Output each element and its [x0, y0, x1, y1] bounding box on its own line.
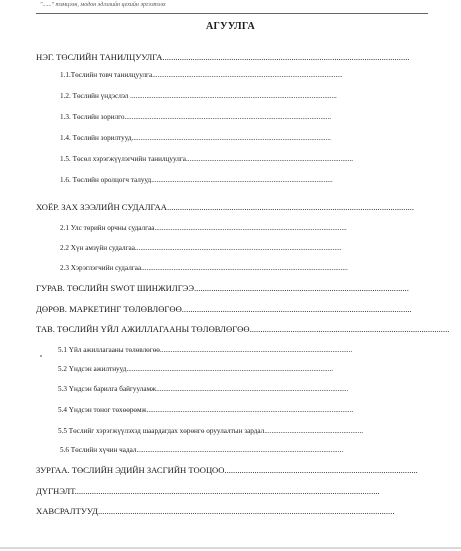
toc-entry[interactable]: 2.3 Хэрэглэгчийн судалгаа...................................................................................................................	[60, 264, 348, 272]
page-title: АГУУЛГА	[206, 21, 255, 32]
toc-entry[interactable]: ДӨРӨВ. МАРКЕТИНГ ТӨЛӨВЛӨГӨӨ...........................................................................................................	[36, 304, 412, 314]
toc-entry[interactable]: 1.1.Төслийн товч танилцуулга..........................................................................................................	[60, 71, 343, 79]
toc-entry[interactable]: 5.3 Үндсэн барилга байгууламж...........................................................................................................	[58, 385, 349, 393]
toc-entry[interactable]: НЭГ. ТӨСЛИЙН ТАНИЛЦУУЛГА...................................................................................................................	[36, 52, 410, 62]
toc-entry[interactable]: ДҮГНЭЛТ..............................................................................................................................................	[36, 486, 380, 496]
toc-entry[interactable]: 5.2 Үндсэн ажилтнууд...................................................................................................................	[58, 365, 334, 373]
toc-entry[interactable]: 1.6. Төслийн оролцогч талууд.....................................................................................................	[60, 176, 333, 184]
toc-entry[interactable]: 5.4 Үндсэн тоног төхөөрөмж...................................................................................................................	[58, 406, 354, 414]
stray-mark	[40, 355, 42, 357]
toc-entry[interactable]: ХОЁР. ЗАХ ЗЭЭЛИЙН СУДАЛГАА...................................................................................................................	[36, 202, 415, 212]
toc-entry[interactable]: 1.4. Төслийн зорилтууд...............................................................................................................	[60, 134, 331, 142]
toc-entry[interactable]: 5.6 Төслийн хүчин чадал...................................................................................................................	[60, 446, 344, 454]
toc-entry[interactable]: 5.5 Төслийг хэрэгжүүлэхэд шаардагдах хөрөнгө оруулалтын зардал.......................................................	[58, 427, 364, 435]
toc-entry[interactable]: ЗУРГАА. ТӨСЛИЙН ЭДИЙН ЗАСГИЙН ТООЦОО..........................................................................................	[36, 465, 418, 475]
toc-entry[interactable]: 1.3. Төслийн зорилго...................................................................................................................	[60, 113, 332, 121]
running-header: "......" тэмцээн, модон эдлэлийн цехийн эргээтээх	[40, 2, 166, 8]
toc-entry[interactable]: 2.2 Хүн амзүйн судалгаа...................................................................................................................	[60, 244, 342, 252]
toc-entry[interactable]: ГУРАВ. ТӨСЛИЙН SWOT ШИНЖИЛГЭЭ....................................................................................................	[36, 283, 409, 293]
toc-entry[interactable]: ХАВСРАЛТУУД..........................................................................................................................................	[36, 506, 395, 516]
toc-entry[interactable]: ТАВ. ТӨСЛИЙН ҮЙЛ АЖИЛЛАГААНЫ ТӨЛӨВЛӨГӨӨ.............................................................................................	[36, 324, 450, 334]
toc-entry[interactable]: 5.1 Үйл ажиллагааны төлөвлөгөө...........................................................................................................	[58, 346, 353, 354]
toc-entry[interactable]: 1.5. Төсөл хэрэгжүүлэгчийн танилцуулга.............................................................................................	[60, 155, 354, 163]
toc-entry[interactable]: 1.2. Төслийн үндэслэл ...................................................................................................................	[60, 92, 337, 100]
toc-entry[interactable]: 2.1 Улс төрийн орчны судалгаа...........................................................................................................	[60, 224, 347, 232]
header-divider	[36, 13, 428, 14]
page-bottom-edge	[0, 547, 461, 549]
